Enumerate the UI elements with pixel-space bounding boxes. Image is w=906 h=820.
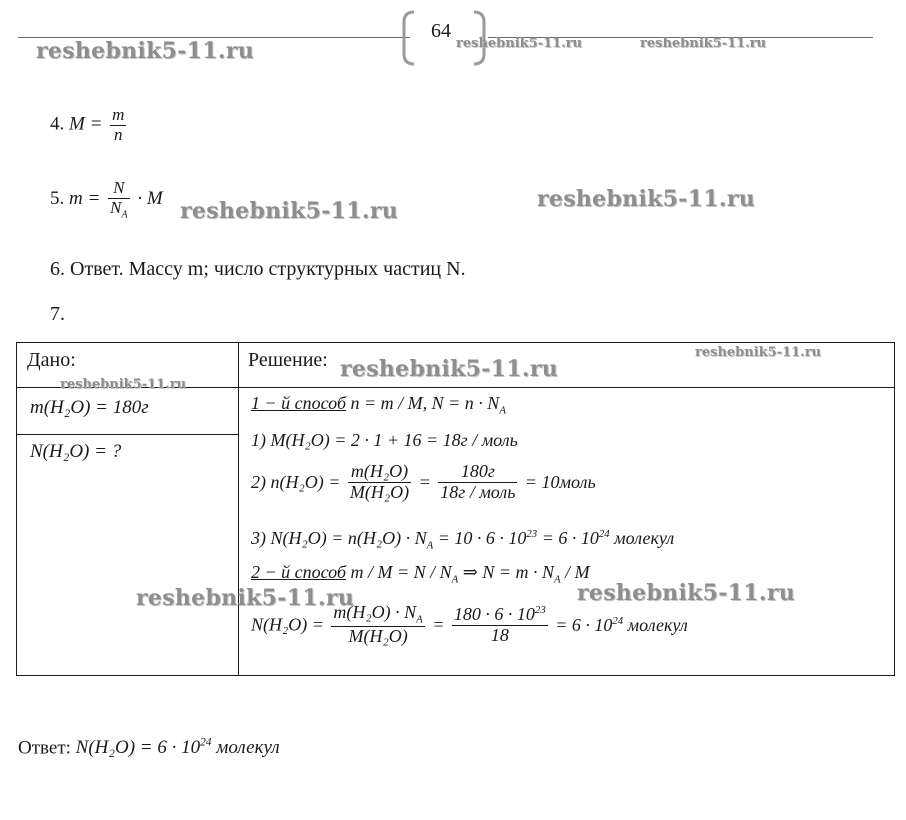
method-2-label: 2 − й способ — [251, 562, 346, 582]
final-lhs: N(H₂O) = — [251, 614, 324, 635]
given-mass: m(H₂O) = 180г — [30, 397, 149, 418]
solution-header: Решение: — [248, 349, 328, 371]
item-4-lhs: M = — [69, 113, 103, 135]
step-2-f1-num: m(H₂O) — [348, 462, 411, 483]
final-f1-num-text: m(H₂O) · N — [333, 602, 417, 622]
item-5-label: 5. — [50, 188, 65, 210]
step-2-fraction-1 — [348, 462, 411, 503]
item-4-numerator: m — [112, 105, 125, 124]
answer-formula — [76, 737, 280, 758]
item-6-text: 6. Ответ. Массу m; число структурных частиц N. — [50, 258, 466, 280]
answer-unit: молекул — [211, 737, 280, 759]
item-5-tail: · M — [137, 188, 163, 210]
method-2-formula-c: / M — [560, 562, 590, 582]
step-2-lhs: 2) n(H₂O) = — [251, 471, 341, 492]
item-5-den-text: N — [110, 197, 122, 217]
answer-exp: 24 — [200, 737, 212, 749]
final-rhs-exp: 24 — [612, 614, 624, 627]
watermark-body-4: reshebnik5-11.ru — [695, 345, 822, 360]
item-4-label: 4. — [50, 113, 65, 135]
step-2-f2-num: 180г — [438, 462, 517, 483]
answer-line — [18, 737, 280, 759]
final-eq: = — [432, 614, 445, 635]
method-2-line — [251, 562, 590, 586]
final-formula — [251, 603, 688, 647]
watermark-body-7: reshebnik5-11.ru — [577, 580, 796, 606]
item-5-den-sub: A — [121, 209, 128, 221]
item-5-numerator: N — [108, 179, 130, 199]
step-3-a: 3) N(H₂O) = n(H₂O) · N — [251, 528, 427, 548]
watermark-body-1: reshebnik5-11.ru — [180, 198, 399, 224]
method-2-sub-2: A — [554, 573, 561, 586]
watermark-header-center: reshebnik5-11.ru — [456, 36, 583, 51]
item-5-lhs: m = — [69, 188, 101, 210]
final-rhs-text: = 6 · 10 — [555, 614, 613, 635]
method-2-formula-b: ⇒ N = m · N — [458, 562, 555, 582]
given-unknown: N(H₂O) = ? — [30, 441, 122, 462]
step-3-c: = 6 · 10 — [537, 528, 599, 548]
step-3-d: молекул — [609, 528, 675, 548]
watermark-body-6: reshebnik5-11.ru — [136, 585, 355, 611]
watermark-header-right: reshebnik5-11.ru — [640, 36, 767, 51]
item-5 — [50, 179, 163, 220]
final-f2-den: 18 — [490, 624, 509, 645]
method-1-formula-text: n = m / M, N = n · N — [350, 393, 500, 413]
watermark-header-left: reshebnik5-11.ru — [36, 38, 255, 64]
final-f2-num-text: 180 · 6 · 10 — [453, 603, 535, 624]
step-2-f1-den: M(H₂O) — [349, 481, 410, 502]
method-2-formula-a: m / M = N / N — [350, 562, 452, 582]
item-5-fraction — [108, 179, 130, 220]
step-2 — [251, 462, 596, 503]
given-row-divider — [16, 434, 238, 435]
step-3-exp2: 24 — [598, 528, 610, 540]
step-2-rhs: = 10моль — [524, 471, 596, 492]
final-rhs — [555, 615, 688, 635]
method-1-label: 1 − й способ — [251, 393, 346, 413]
item-4 — [50, 106, 129, 144]
page-number: 64 — [431, 20, 451, 42]
item-7-label: 7. — [50, 303, 65, 325]
final-unit: молекул — [623, 614, 688, 635]
step-3-sub: A — [426, 539, 434, 552]
item-4-denominator: n — [114, 124, 123, 144]
step-3 — [251, 528, 674, 552]
step-3-exp1: 23 — [526, 528, 538, 540]
step-3-b: = 10 · 6 · 10 — [433, 528, 527, 548]
final-fraction-2 — [452, 605, 548, 646]
given-header: Дано: — [27, 349, 76, 371]
method-2-sub-1: A — [451, 573, 459, 586]
answer-formula-text: N(H₂O) = 6 · 10 — [75, 737, 201, 759]
method-1-line — [251, 393, 506, 417]
watermark-body-5: reshebnik5-11.ru — [60, 377, 187, 392]
table-column-divider — [238, 342, 239, 676]
step-2-eq: = — [418, 471, 431, 492]
final-f1-num — [331, 603, 424, 627]
final-fraction-1 — [331, 603, 424, 647]
item-5-denominator — [108, 199, 130, 221]
final-f1-num-sub: A — [416, 613, 423, 626]
item-4-fraction — [110, 106, 126, 144]
method-1-formula-sub: A — [499, 404, 506, 417]
final-f2-num — [452, 605, 548, 626]
watermark-body-2: reshebnik5-11.ru — [537, 186, 756, 212]
method-1-formula — [350, 393, 506, 417]
step-1: 1) M(H₂O) = 2 · 1 + 16 = 18г / моль — [251, 430, 518, 450]
step-2-fraction-2 — [438, 462, 517, 503]
watermark-body-3: reshebnik5-11.ru — [340, 356, 559, 382]
final-f2-num-exp: 23 — [534, 603, 546, 616]
answer-label: Ответ: — [18, 737, 71, 759]
final-f1-den: M(H₂O) — [348, 626, 408, 647]
step-2-f2-den: 18г / моль — [440, 481, 516, 502]
